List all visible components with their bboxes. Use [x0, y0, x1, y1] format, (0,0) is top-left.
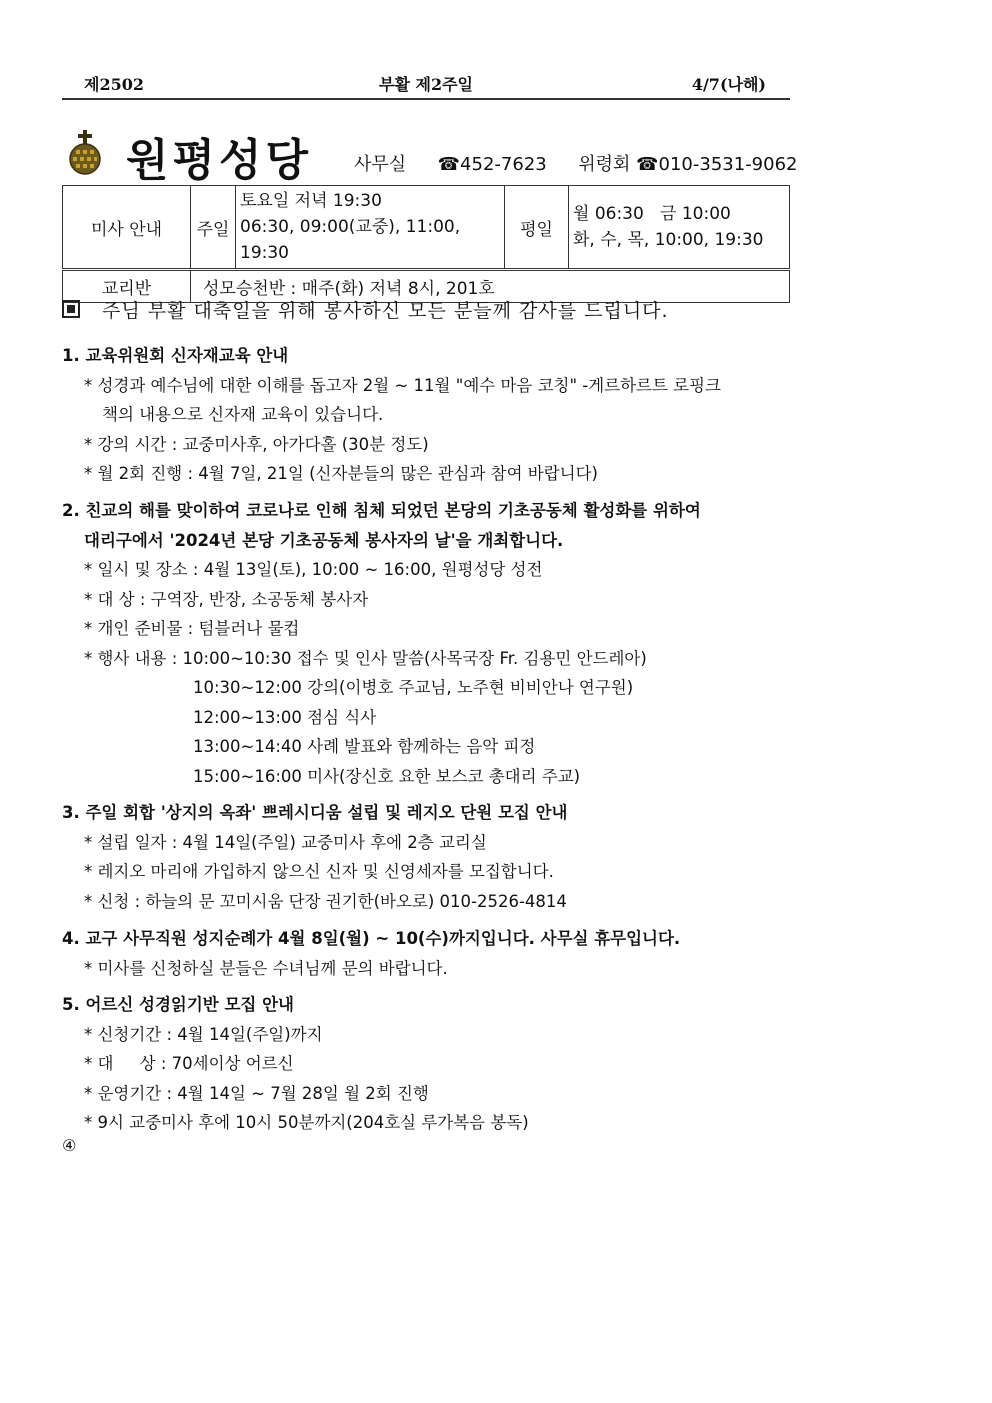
program-item: 10:30~12:00 강의(이병호 주교님, 노주현 비비안나 연구원) — [193, 678, 634, 697]
issue-number: 제2502 — [84, 75, 144, 94]
list-item: * 행사 내용 : 10:00~10:30 접수 및 인사 말씀(사목국장 Fr. 김용민 안드레아) — [84, 648, 647, 668]
section-2 — [62, 496, 701, 791]
list-item: * 레지오 마리애 가입하지 않으신 신자 및 신영세자를 모집합니다. — [84, 862, 554, 881]
header-bar — [62, 68, 790, 100]
list-item: * 설립 일자 : 4월 14일(주일) 교중미사 후에 2층 교리실 — [84, 832, 487, 852]
page-number: ④ — [62, 1136, 77, 1155]
parish-cross-logo-icon — [64, 128, 106, 176]
thanks-text: 주님 부활 대축일을 위해 봉사하신 모든 분들께 감사를 드립니다. — [102, 300, 669, 322]
chair-label: 위령회 — [578, 154, 631, 175]
parish-name: 원평성당 — [126, 135, 313, 186]
program-item: 12:00~13:00 점심 식사 — [193, 707, 377, 727]
section-2-title: 2. 친교의 해를 맞이하여 코로나로 인해 침체 되었던 본당의 기초공동체 활성화를 위하여 — [62, 501, 701, 520]
section-1 — [62, 341, 721, 489]
sunday-line-1: 토요일 저녁 19:30 — [240, 191, 382, 211]
program-item: 13:00~14:40 사례 발표와 함께하는 음악 피정 — [193, 737, 536, 756]
contact-line — [354, 150, 798, 176]
section-2-title-cont: 대리구에서 '2024년 본당 기초공동체 봉사자의 날'을 개최합니다. — [84, 530, 564, 550]
thanks-notice — [62, 296, 669, 323]
list-item: * 미사를 신청하실 분들은 수녀님께 문의 바랍니다. — [84, 958, 448, 978]
weekday-times — [569, 186, 790, 270]
list-item: * 운영기간 : 4월 14일 ~ 7월 28일 월 2회 진행 — [84, 1083, 429, 1103]
weekday-line-1: 월 06:30 금 10:00 — [573, 204, 731, 224]
list-item: * 개인 준비물 : 텀블러나 물컵 — [84, 619, 300, 638]
list-item: 책의 내용으로 신자재 교육이 있습니다. — [102, 405, 384, 424]
weekday-label: 평일 — [505, 186, 569, 270]
catechism-label: 교리반 — [63, 270, 191, 303]
office-phone: ☎452-7623 — [437, 154, 547, 175]
list-item: * 9시 교중미사 후에 10시 50분까지(204호실 루가복음 봉독) — [84, 1113, 529, 1132]
mass-label: 미사 안내 — [63, 186, 191, 270]
section-3 — [62, 798, 567, 916]
program-item: 15:00~16:00 미사(장신호 요한 보스코 총대리 주교) — [193, 766, 581, 786]
section-5 — [62, 990, 529, 1138]
sunday-line-2: 06:30, 09:00(교중), 11:00, 19:30 — [240, 217, 461, 263]
weekday-line-2: 화, 수, 목, 10:00, 19:30 — [573, 230, 764, 250]
section-4 — [62, 924, 680, 983]
section-4-title: 4. 교구 사무직원 성지순례가 4월 8일(월) ~ 10(수)까지입니다. 사무실 휴무입니다. — [62, 929, 681, 948]
office-label: 사무실 — [354, 154, 407, 175]
list-item: * 대 상 : 구역장, 반장, 소공동체 봉사자 — [84, 589, 369, 609]
chair-phone: ☎010-3531-9062 — [636, 154, 798, 175]
list-item: * 강의 시간 : 교중미사후, 아가다홀 (30분 정도) — [84, 434, 429, 454]
mass-schedule-table — [62, 185, 790, 303]
list-item: * 월 2회 진행 : 4월 7일, 21일 (신자분들의 많은 관심과 참여 바랍니다) — [84, 464, 598, 483]
list-item: * 신청기간 : 4월 14일(주일)까지 — [84, 1024, 323, 1044]
list-item: * 성경과 예수님에 대한 이해를 돕고자 2월 ~ 11월 "예수 마음 코칭" -게르하르트 로핑크 — [84, 375, 721, 395]
liturgical-title: 부활 제2주일 — [379, 75, 473, 94]
section-5-title: 5. 어르신 성경읽기반 모집 안내 — [62, 995, 294, 1014]
square-bullet-icon — [62, 300, 80, 318]
list-item: * 신청 : 하늘의 문 꼬미시움 단장 권기한(바오로) 010-2526-4814 — [84, 891, 567, 911]
sunday-label: 주일 — [191, 186, 236, 270]
list-item: * 일시 및 장소 : 4월 13일(토), 10:00 ~ 16:00, 원평성당 성전 — [84, 560, 543, 579]
section-1-title: 1. 교육위원회 신자재교육 안내 — [62, 346, 289, 365]
catechism-text: 성모승천반 : 매주(화) 저녁 8시, 201호 — [191, 270, 790, 303]
section-3-title: 3. 주일 회합 '상지의 옥좌' 쁘레시디움 설립 및 레지오 단원 모집 안내 — [62, 803, 568, 822]
issue-date: 4/7(나해) — [691, 75, 766, 94]
list-item: * 대 상 : 70세이상 어르신 — [84, 1054, 294, 1073]
sunday-times — [236, 186, 505, 270]
